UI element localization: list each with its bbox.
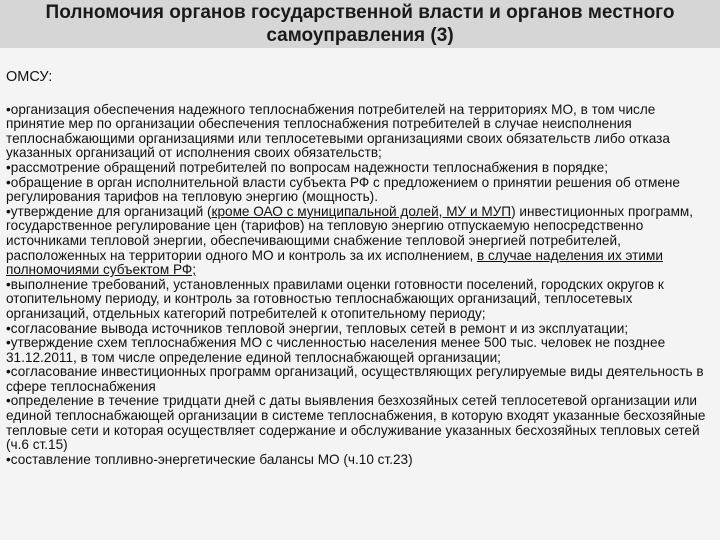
slide-content	[6, 70, 706, 467]
bullet-9: •определение в течение тридцати дней с даты выявления безхозяйных сетей теплосетевой организации или единой теплоснабжающей организации в системе теплоснабжения, в которую входят указанные бесхозяйные тепловые сети и которая осуществляет содержание и обслуживание указанных бесхозяйных тепловых сетей (ч.6 ст.15)	[6, 393, 706, 453]
bullet-4-text-b: ) инвестиционных программ, государственное регулирование цен (тарифов) на тепловую энергию отпускаемую непосредственно источниками тепловой энергии, обеспечивающими снабжение тепловой энергией потребителей, расположенных на территории одного МО и контроль за их исполнением,	[6, 203, 694, 263]
bullet-6: •согласование вывода источников тепловой энергии, тепловых сетей в ремонт и из эксплуатации;	[6, 320, 629, 336]
bullet-3: •обращение в орган исполнительной власти субъекта РФ с предложением о принятии решения об отмене регулирования тарифов на тепловую энергию (мощность).	[6, 174, 680, 205]
bullet-1: •организация обеспечения надежного теплоснабжения потребителей на территориях МО, в том числе принятие мер по организации обеспечения теплоснабжения потребителей в случае неисполнения теплоснабжающими организациями или теплосетевыми организациями своих обязательств либо отказа указанных организаций от исполнения своих обязательств;	[6, 101, 670, 161]
bullet-10: •составление топливно-энергетические балансы МО (ч.10 ст.23)	[6, 451, 413, 467]
bullet-7: •утверждение схем теплоснабжения МО с численностью населения менее 500 тыс. человек не позднее 31.12.2011, в том числе определение единой теплоснабжающей организации;	[6, 335, 666, 365]
bullet-4-text-a: •утверждение для организаций (	[6, 203, 212, 219]
bullet-5: •выполнение требований, установленных правилами оценки готовности поселений, городских округов к отопительному периоду, и контроль за готовностью теплоснабжающих организаций, теплосетевых организаций, отдельных категорий потребителей к отопительному периоду;	[6, 276, 664, 321]
bullet-4-underlined-condition: в случае наделения их этими полномочиями субъектом РФ;	[6, 247, 663, 278]
bullet-4	[6, 205, 706, 278]
title-band	[0, 0, 720, 48]
bullet-8: •согласование инвестиционных программ организаций, осуществляющих регулируемые виды деятельность в сфере теплоснабжения	[6, 364, 704, 394]
bullet-2: •рассмотрение обращений потребителей по вопросам надежности теплоснабжения в порядке;	[6, 159, 608, 175]
slide-title: Полномочия органов государственной власти и органов местного самоуправления (3)	[45, 2, 675, 46]
section-heading: ОМСУ:	[6, 69, 53, 85]
bullet-4-underlined-exception: кроме ОАО с муниципальной долей, МУ и МУП	[211, 203, 512, 219]
